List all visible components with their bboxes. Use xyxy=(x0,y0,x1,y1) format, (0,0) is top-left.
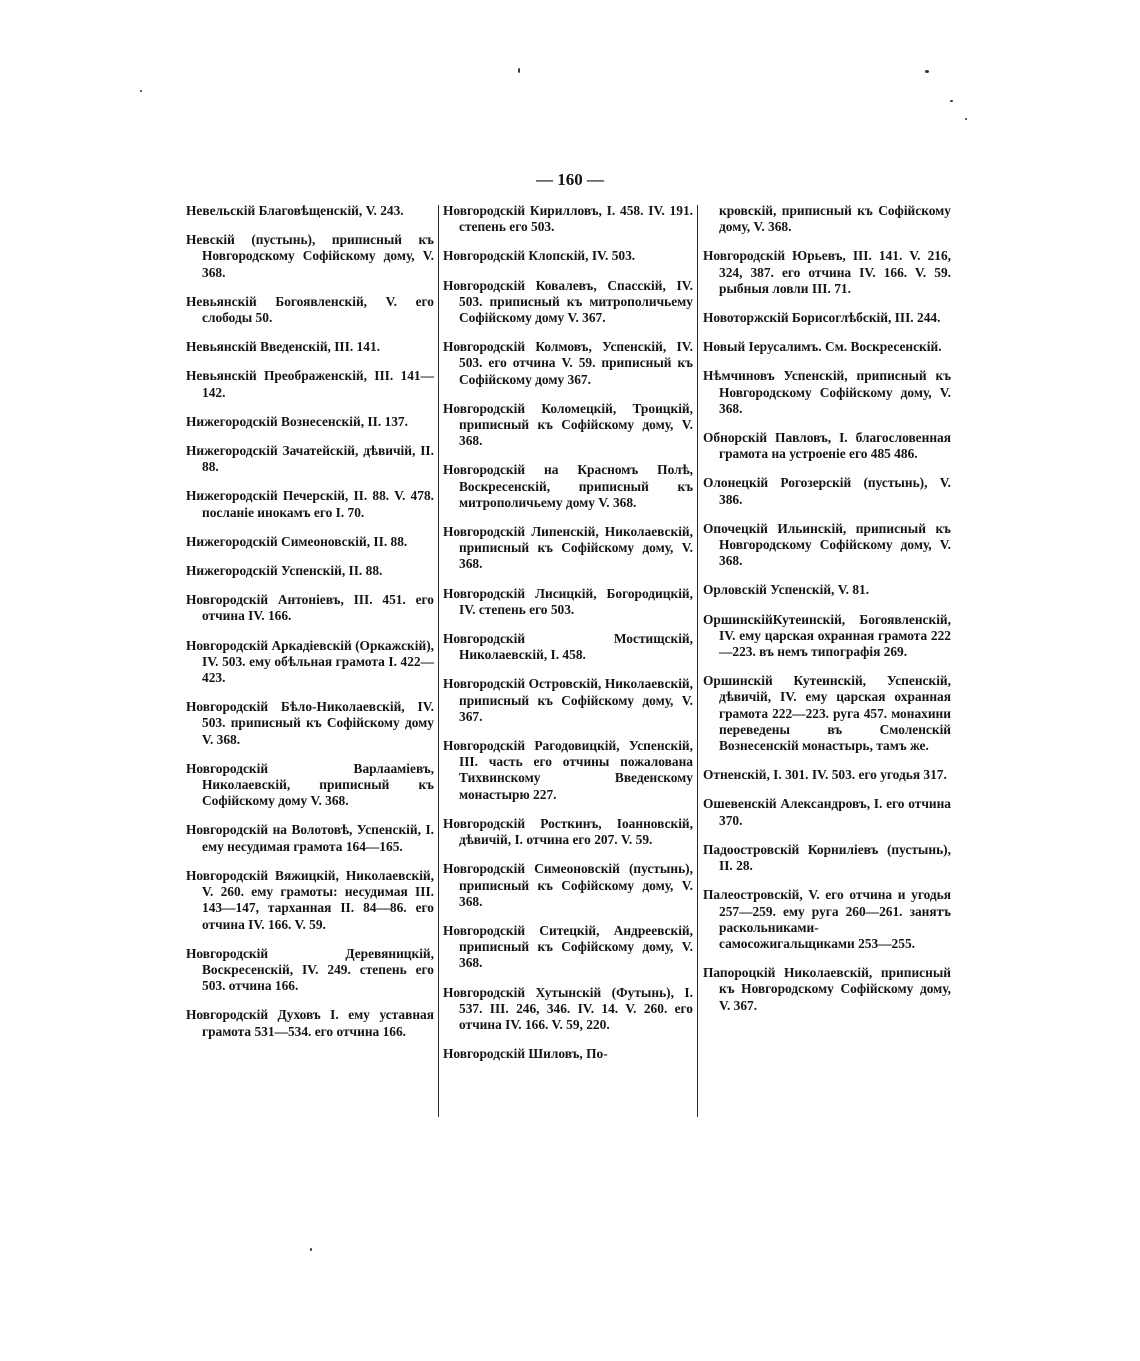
entry-text: Новгородскій Росткинъ, Іоанновскій, дѣвичій, I. отчина его 207. V. 59. xyxy=(443,815,693,848)
entry-text: Орловскій Успенскій, V. 81. xyxy=(703,582,870,598)
entry-text: Палеостровскій, V. его отчина и угодья 257—259. ему руга 260—261. занятъ раскольниками-самосожигальщиками 253—255. xyxy=(703,887,951,951)
entry-text: ОршинскійКутеинскій, Богоявленскій, IV. ему царская охранная грамота 222—223. въ немъ типографія 269. xyxy=(703,611,951,660)
index-entry xyxy=(443,203,693,235)
entry-text: Новгородскій Колмовъ, Успенскій, IV. 503. его отчина V. 59. приписный къ Софійскому дому 367. xyxy=(443,339,693,387)
entry-text: Новгородскій Бѣло-Николаевскій, IV. 503. приписный къ Софійскому дому V. 368. xyxy=(186,699,434,747)
index-entry xyxy=(186,203,434,219)
index-entry xyxy=(186,592,434,624)
index-entry xyxy=(703,368,951,417)
entry-text: Новгородскій Лисицкій, Богородицкій, IV. степень его 503. xyxy=(443,585,693,617)
entry-text: Нижегородскій Печерскій, II. 88. V. 478. посланіе инокамъ его I. 70. xyxy=(186,488,434,520)
index-column-middle xyxy=(443,203,693,1075)
entry-text: Новгородскій Клопскій, IV. 503. xyxy=(443,248,636,264)
index-entry xyxy=(186,294,434,326)
entry-text: Отненскій, I. 301. IV. 503. его угодья 317. xyxy=(703,767,947,783)
entry-text: Новгородскій Коломецкій, Троицкій, приписный къ Софійскому дому, V. 368. xyxy=(443,400,693,449)
entry-text: Новгородскій Мостищскій, Николаевскій, I. 458. xyxy=(443,631,693,663)
entry-text: Невельскій Благовѣщенскій, V. 243. xyxy=(186,203,404,218)
entry-text: Новоторжскій Борисоглѣбскій, III. 244. xyxy=(703,310,941,326)
index-entry xyxy=(186,699,434,748)
index-entry xyxy=(703,767,951,783)
entry-text: Новгородскій Островскій, Николаевскій, приписный къ Софійскому дому, V. 367. xyxy=(443,676,693,724)
index-entry xyxy=(443,631,693,663)
entry-text: Нижегородскій Успенскій, II. 88. xyxy=(186,563,383,579)
index-entry xyxy=(703,248,951,297)
index-column-left xyxy=(186,203,434,1053)
index-entry xyxy=(443,278,693,327)
column-divider xyxy=(697,205,698,1117)
index-entry xyxy=(443,676,693,725)
index-entry xyxy=(186,339,434,355)
scan-speck xyxy=(310,1248,312,1251)
scan-speck xyxy=(965,118,967,120)
index-entry xyxy=(443,985,693,1034)
index-entry xyxy=(186,443,434,475)
entry-text: Нижегородскій Симеоновскій, II. 88. xyxy=(186,533,408,549)
entry-text: Олонецкій Рогозерскій (пустынь), V. 386. xyxy=(703,475,951,507)
scan-speck xyxy=(518,68,520,73)
index-entry xyxy=(703,887,951,952)
index-entry xyxy=(186,488,434,520)
index-column-right xyxy=(703,203,951,1027)
entry-text: Нижегородскій Зачатейскій, дѣвичій, II. 88. xyxy=(186,443,434,475)
entry-text: Новгородскій Ситецкій, Андреевскій, приписный къ Софійскому дому, V. 368. xyxy=(443,922,693,971)
index-entry xyxy=(186,638,434,687)
index-entry xyxy=(186,1007,434,1039)
entry-text: Падоостровскій Корниліевъ (пустынь), II. 28. xyxy=(703,841,951,874)
index-entry xyxy=(443,401,693,450)
scan-speck xyxy=(925,70,929,73)
index-entry xyxy=(443,586,693,618)
index-entry xyxy=(443,923,693,972)
entry-text: Новгородскій Антоніевъ, III. 451. его отчина IV. 166. xyxy=(186,592,434,624)
index-entry xyxy=(443,816,693,848)
index-entry xyxy=(703,339,951,355)
entry-text: Новгородскій Юрьевъ, III. 141. V. 216, 324, 387. его отчина IV. 166. V. 59. рыбныя ловли III. 71. xyxy=(703,248,951,296)
entry-text: Опочецкій Ильинскій, приписный къ Новгородскому Софійскому дому, V. 368. xyxy=(703,520,951,569)
scan-speck xyxy=(950,100,953,102)
entry-text: Нѣмчиновъ Успенскій, приписный къ Новгородскому Софійскому дому, V. 368. xyxy=(703,368,951,416)
index-entry xyxy=(703,612,951,661)
entry-text: Новгородскій Деревяницкій, Воскресенскій, IV. 249. степень его 503. отчина 166. xyxy=(186,945,434,994)
scan-speck xyxy=(140,90,142,92)
index-entry xyxy=(703,582,951,598)
index-entry xyxy=(703,965,951,1014)
entry-text: Новгородскій Варлаамiевъ, Николаевскій, приписный къ Софійскому дому V. 368. xyxy=(186,760,434,809)
index-entry xyxy=(443,339,693,388)
index-entry xyxy=(186,946,434,995)
entry-text: Оршинскій Кутеинскій, Успенскій, дѣвичій, IV. ему царская охранная грамота 222—223. руга 457. монахини переведены въ Смоленскій Вознесенскій монастырь, тамъ же. xyxy=(703,673,951,754)
index-entry xyxy=(703,430,951,462)
index-entry xyxy=(186,232,434,281)
entry-text: Новгородскій Аркадіевскій (Оркажскій), IV. 503. ему обѣльная грамота I. 422—423. xyxy=(186,637,434,686)
entry-text: Обнорскій Павловъ, I. благословенная грамота на устроеніе его 485 486. xyxy=(703,430,951,462)
index-entry xyxy=(703,673,951,754)
index-entry-continuation xyxy=(703,203,951,235)
index-entry xyxy=(443,738,693,803)
index-entry xyxy=(186,761,434,810)
entry-text: Новгородскій Вяжицкій, Николаевскій, V. 260. ему грамоты: несудимая III. 143—147, тарханная II. 84—86. его отчина IV. 166. V. 59. xyxy=(186,867,434,932)
entry-text: Новгородскій Рагодовицкій, Успенскій, III. часть его отчины пожалована Тихвинскому Введенскому монастырю 227. xyxy=(443,738,693,802)
index-entry xyxy=(703,521,951,570)
entry-text: Новый Іерусалимъ. См. Воскресенскій. xyxy=(703,339,942,355)
index-entry xyxy=(186,368,434,400)
entry-text: Новгородскій Ковалевъ, Спасскій, IV. 503. приписный къ митрополичьему Софійскому дому V. 367. xyxy=(443,277,693,326)
index-entry xyxy=(186,534,434,550)
entry-text: Новгородскій Симеоновскій (пустынь), приписный къ Софійскому дому, V. 368. xyxy=(443,861,693,909)
entry-text: Папороцкій Николаевскій, приписный къ Новгородскому Софійскому дому, V. 367. xyxy=(703,965,951,1013)
entry-text: Новгородскій Хутынскій (Футынь), I. 537. III. 246, 346. IV. 14. V. 260. его отчина IV. 166. V. 59, 220. xyxy=(443,984,693,1032)
entry-text: Новгородскій Липенскій, Николаевскій, приписный къ Софійскому дому, V. 368. xyxy=(443,524,693,572)
index-entry xyxy=(186,414,434,430)
index-entry xyxy=(443,248,693,264)
index-entry xyxy=(186,868,434,933)
entry-text: Невскій (пустынь), приписный къ Новгородскому Софійскому дому, V. 368. xyxy=(186,232,434,280)
entry-text: Ошевенскій Александровъ, I. его отчина 370. xyxy=(703,796,951,828)
index-entry xyxy=(186,563,434,579)
index-entry xyxy=(703,475,951,507)
index-entry xyxy=(443,462,693,511)
entry-text: Невьянскій Преображенскій, III. 141—142. xyxy=(186,368,434,400)
index-entry xyxy=(443,524,693,573)
entry-text: Нижегородскій Вознесенскій, II. 137. xyxy=(186,413,408,429)
index-entry xyxy=(703,842,951,874)
entry-text: Невьянскій Богоявленскій, V. его слободы 50. xyxy=(186,293,434,326)
page-number: — 160 — xyxy=(536,170,604,189)
entry-text: Новгородскій Духовъ I. ему уставная грамота 531—534. его отчина 166. xyxy=(186,1007,434,1039)
entry-text: Невьянскій Введенскій, III. 141. xyxy=(186,339,380,355)
entry-text: Новгородскій на Волотовѣ, Успенскій, I. ему несудимая грамота 164—165. xyxy=(186,822,434,854)
entry-text: Новгородскій на Красномъ Полѣ, Воскресенскій, приписный къ митрополичьему дому V. 368. xyxy=(443,462,693,510)
index-entry xyxy=(443,1046,693,1062)
index-entry xyxy=(703,796,951,828)
entry-text: Новгородскій Шиловъ, По- xyxy=(443,1046,608,1062)
index-entry xyxy=(703,310,951,326)
index-entry xyxy=(186,822,434,854)
column-divider xyxy=(438,205,439,1117)
entry-text: Новгородскій Кирилловъ, I. 458. IV. 191. степень его 503. xyxy=(443,203,693,235)
index-entry xyxy=(443,861,693,910)
entry-text: кровскій, приписный къ Софійскому дому, V. 368. xyxy=(719,203,951,235)
